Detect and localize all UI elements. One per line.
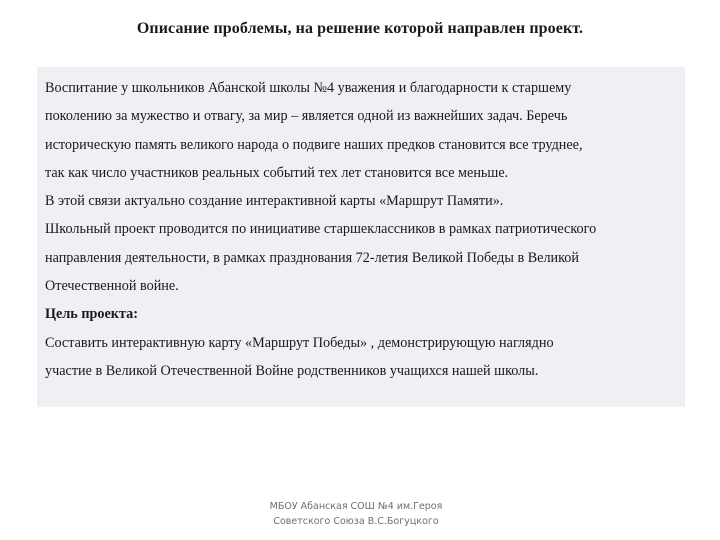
paragraph-line: Отечественной войне. [45, 278, 179, 295]
paragraph-line: так как число участников реальных событий тех лет становится все меньше. [45, 164, 509, 181]
paragraph-line: историческую память великого народа о подвиге наших предков становится все труднее, [45, 136, 583, 153]
content-box [37, 67, 685, 407]
paragraph-line: В этой связи актуально создание интерактивной карты «Маршрут Памяти». [45, 193, 504, 210]
slide-title: Описание проблемы, на решение которой направлен проект. [136, 20, 584, 37]
paragraph-line: поколению за мужество и отвагу, за мир – является одной из важнейших задач. Беречь [45, 108, 568, 125]
paragraph-line: Школьный проект проводится по инициативе старшеклассников в рамках патриотического [45, 221, 597, 238]
footer-line: МБОУ Абанская СОШ №4 им.Героя [269, 501, 443, 512]
footer-line: Советского Союза В.С.Богуцкого [273, 516, 439, 527]
footer-school-name [0, 499, 712, 529]
paragraph-line: Воспитание у школьников Абанской школы №4 уважения и благодарности к старшему [45, 80, 572, 96]
goal-line: участие в Великой Отечественной Войне родственников учащихся нашей школы. [45, 362, 539, 379]
paragraph-line: направления деятельности, в рамках празднования 72-летия Великой Победы в Великой [45, 249, 579, 266]
goal-heading: Цель проекта: [45, 306, 138, 323]
goal-line: Составить интерактивную карту «Маршрут Победы» , демонстрирующую наглядно [45, 334, 554, 351]
